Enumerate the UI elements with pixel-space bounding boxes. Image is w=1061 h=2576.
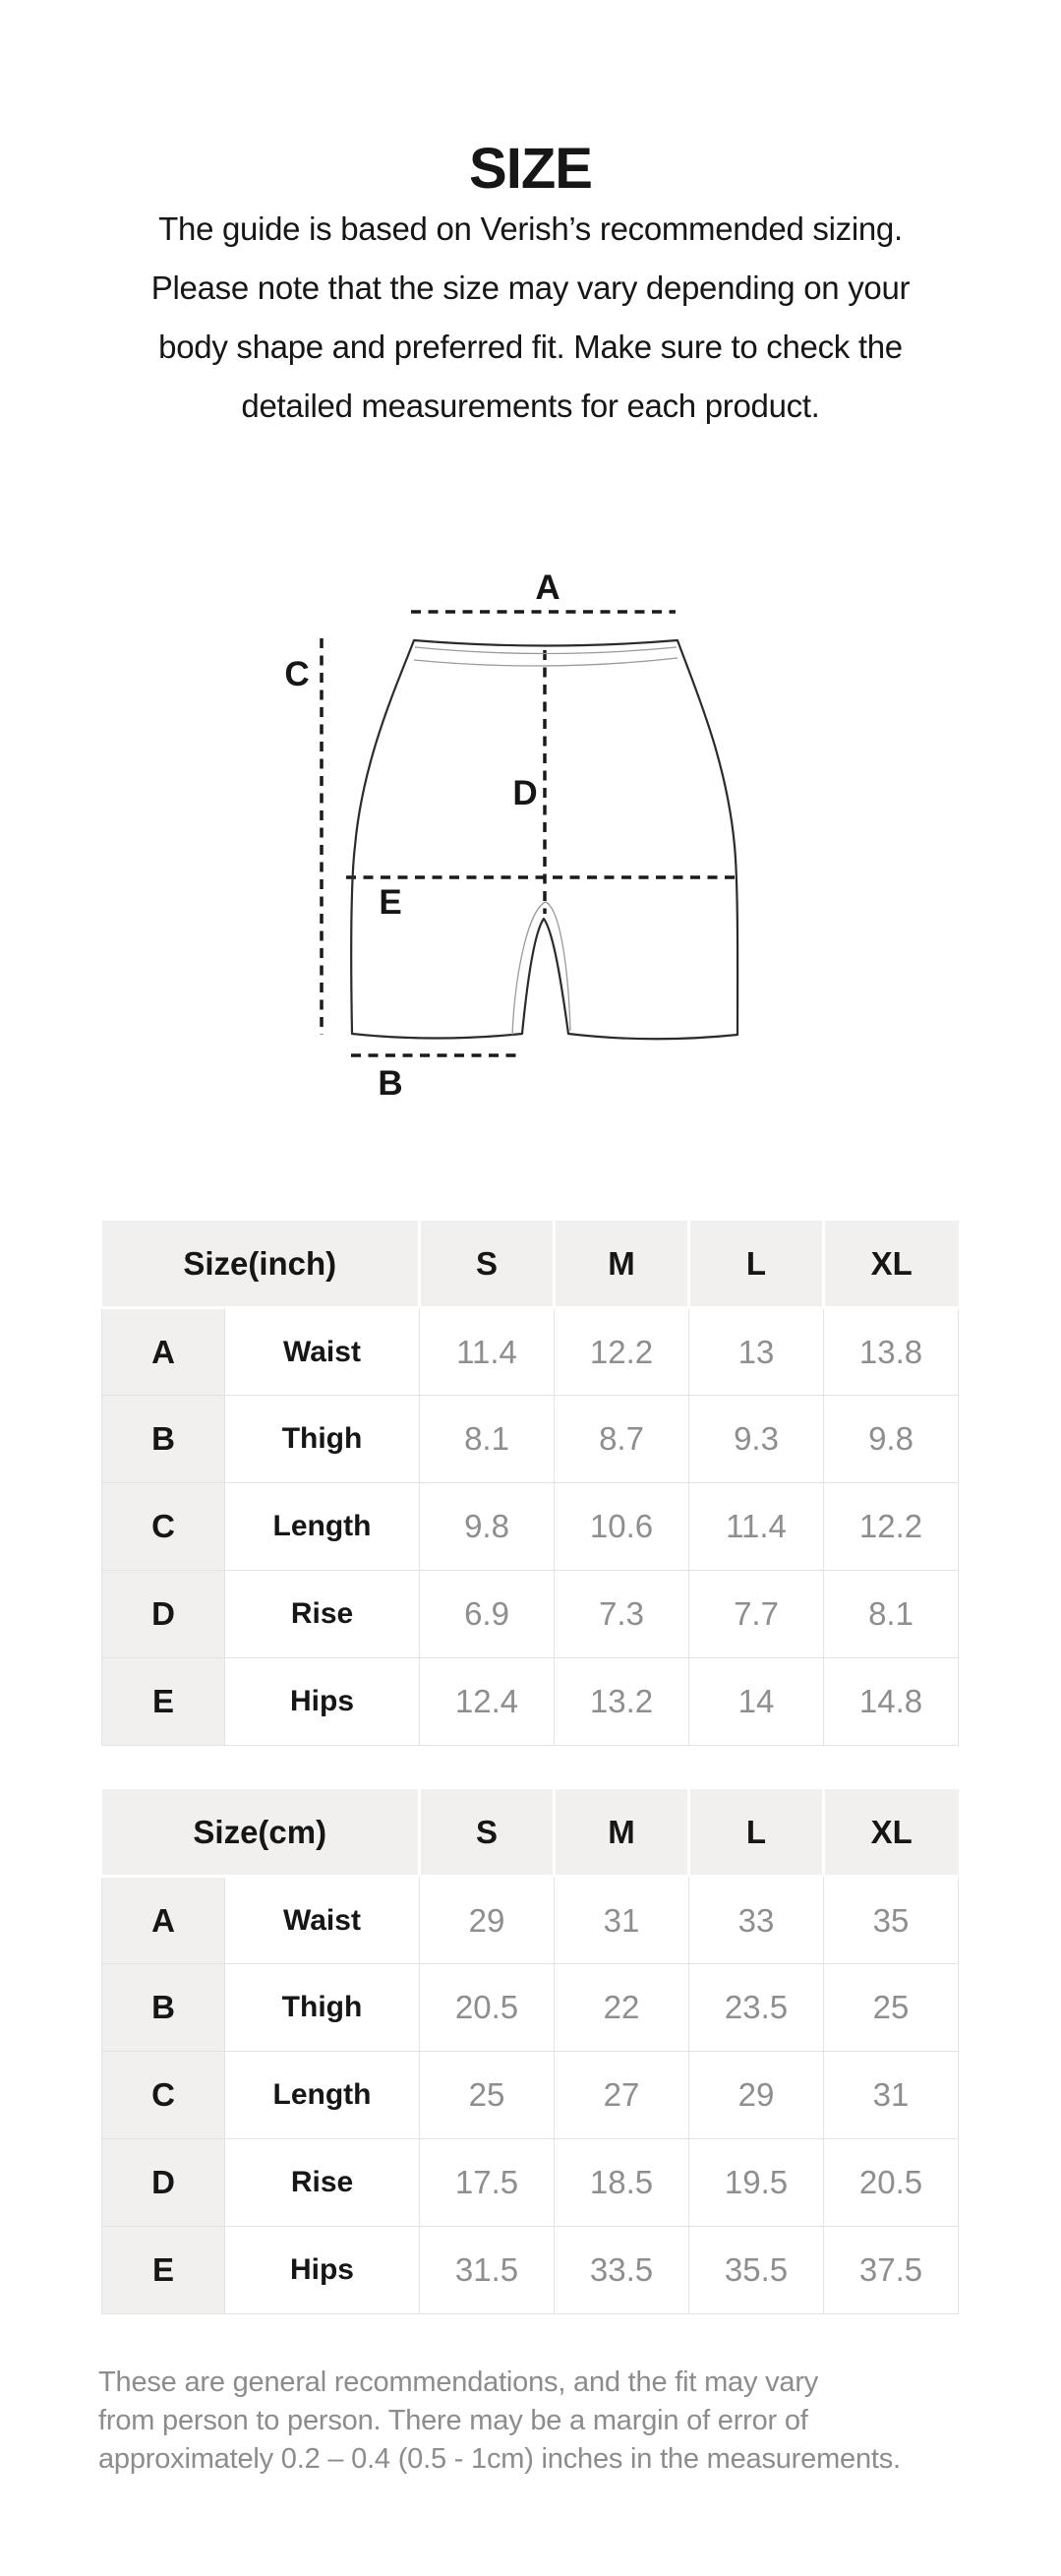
- size-col-header: M: [555, 1789, 689, 1877]
- cell-value: 11.4: [689, 1483, 824, 1571]
- cell-value: 13.2: [555, 1658, 689, 1746]
- size-table-cm: [101, 1789, 959, 2314]
- row-label: Thigh: [225, 1396, 420, 1483]
- row-label: Rise: [225, 1571, 420, 1658]
- row-label: Waist: [225, 1308, 420, 1396]
- row-letter: E: [102, 2227, 225, 2314]
- cell-value: 9.3: [689, 1396, 824, 1483]
- cell-value: 10.6: [555, 1483, 689, 1571]
- table-row: [102, 2139, 959, 2227]
- cell-value: 7.7: [689, 1571, 824, 1658]
- table-row: [102, 1658, 959, 1746]
- cell-value: 12.2: [555, 1308, 689, 1396]
- cell-value: 19.5: [689, 2139, 824, 2227]
- cell-value: 29: [689, 2052, 824, 2139]
- size-table-inch: [101, 1221, 959, 1746]
- cell-value: 11.4: [420, 1308, 555, 1396]
- size-col-header: XL: [824, 1789, 959, 1877]
- table-row: [102, 1396, 959, 1483]
- row-label: Waist: [225, 1877, 420, 1964]
- cell-value: 20.5: [420, 1964, 555, 2052]
- table-header-row: [102, 1789, 959, 1877]
- cell-value: 9.8: [420, 1483, 555, 1571]
- cell-value: 20.5: [824, 2139, 959, 2227]
- shorts-measurement-diagram: [0, 531, 1061, 1121]
- table-row: [102, 1308, 959, 1396]
- cell-value: 13: [689, 1308, 824, 1396]
- intro-paragraph: [0, 200, 1061, 436]
- size-col-header: L: [689, 1789, 824, 1877]
- table-row: [102, 1571, 959, 1658]
- intro-line: Please note that the size may vary depending on your: [150, 270, 911, 306]
- cell-value: 33: [689, 1877, 824, 1964]
- cell-value: 9.8: [824, 1396, 959, 1483]
- cell-value: 35.5: [689, 2227, 824, 2314]
- cell-value: 18.5: [555, 2139, 689, 2227]
- cell-value: 8.1: [824, 1571, 959, 1658]
- row-label: Rise: [225, 2139, 420, 2227]
- cell-value: 17.5: [420, 2139, 555, 2227]
- row-label: Hips: [225, 2227, 420, 2314]
- cell-value: 14.8: [824, 1658, 959, 1746]
- row-letter: B: [102, 1396, 225, 1483]
- intro-line: detailed measurements for each product.: [241, 388, 820, 424]
- size-col-header: S: [420, 1789, 555, 1877]
- table-row: [102, 2227, 959, 2314]
- table-header-row: [102, 1221, 959, 1308]
- unit-header-cell: Size(cm): [102, 1789, 420, 1877]
- diagram-label-C: C: [284, 655, 310, 693]
- diagram-label-B: B: [378, 1064, 403, 1103]
- unit-header-cell: Size(inch): [102, 1221, 420, 1308]
- table-row: [102, 1964, 959, 2052]
- cell-value: 37.5: [824, 2227, 959, 2314]
- cell-value: 31: [824, 2052, 959, 2139]
- size-col-header: S: [420, 1221, 555, 1308]
- disclaimer-note: [98, 2364, 1003, 2479]
- cell-value: 33.5: [555, 2227, 689, 2314]
- cell-value: 12.2: [824, 1483, 959, 1571]
- cell-value: 31.5: [420, 2227, 555, 2314]
- cell-value: 14: [689, 1658, 824, 1746]
- cell-value: 13.8: [824, 1308, 959, 1396]
- row-letter: A: [102, 1877, 225, 1964]
- row-letter: B: [102, 1964, 225, 2052]
- size-col-header: M: [555, 1221, 689, 1308]
- diagram-label-A: A: [535, 569, 560, 607]
- disclaimer-line: from person to person. There may be a margin of error of: [98, 2405, 808, 2436]
- row-label: Length: [225, 1483, 420, 1571]
- row-letter: C: [102, 1483, 225, 1571]
- cell-value: 7.3: [555, 1571, 689, 1658]
- row-letter: D: [102, 1571, 225, 1658]
- cell-value: 25: [824, 1964, 959, 2052]
- table-row: [102, 2052, 959, 2139]
- disclaimer-line: approximately 0.2 – 0.4 (0.5 - 1cm) inches in the measurements.: [98, 2443, 901, 2475]
- page-title: SIZE: [469, 136, 592, 201]
- row-label: Thigh: [225, 1964, 420, 2052]
- size-col-header: L: [689, 1221, 824, 1308]
- row-letter: A: [102, 1308, 225, 1396]
- intro-line: body shape and preferred fit. Make sure to check the: [158, 329, 903, 365]
- cell-value: 31: [555, 1877, 689, 1964]
- cell-value: 27: [555, 2052, 689, 2139]
- row-letter: C: [102, 2052, 225, 2139]
- row-letter: E: [102, 1658, 225, 1746]
- cell-value: 22: [555, 1964, 689, 2052]
- cell-value: 35: [824, 1877, 959, 1964]
- cell-value: 23.5: [689, 1964, 824, 2052]
- cell-value: 8.7: [555, 1396, 689, 1483]
- table-row: [102, 1877, 959, 1964]
- cell-value: 8.1: [420, 1396, 555, 1483]
- disclaimer-line: These are general recommendations, and the fit may vary: [98, 2366, 819, 2398]
- diagram-label-E: E: [379, 883, 402, 922]
- cell-value: 6.9: [420, 1571, 555, 1658]
- row-label: Length: [225, 2052, 420, 2139]
- intro-line: The guide is based on Verish’s recommended sizing.: [158, 210, 903, 247]
- cell-value: 12.4: [420, 1658, 555, 1746]
- cell-value: 25: [420, 2052, 555, 2139]
- size-col-header: XL: [824, 1221, 959, 1308]
- diagram-label-D: D: [512, 774, 538, 812]
- table-row: [102, 1483, 959, 1571]
- row-letter: D: [102, 2139, 225, 2227]
- row-label: Hips: [225, 1658, 420, 1746]
- cell-value: 29: [420, 1877, 555, 1964]
